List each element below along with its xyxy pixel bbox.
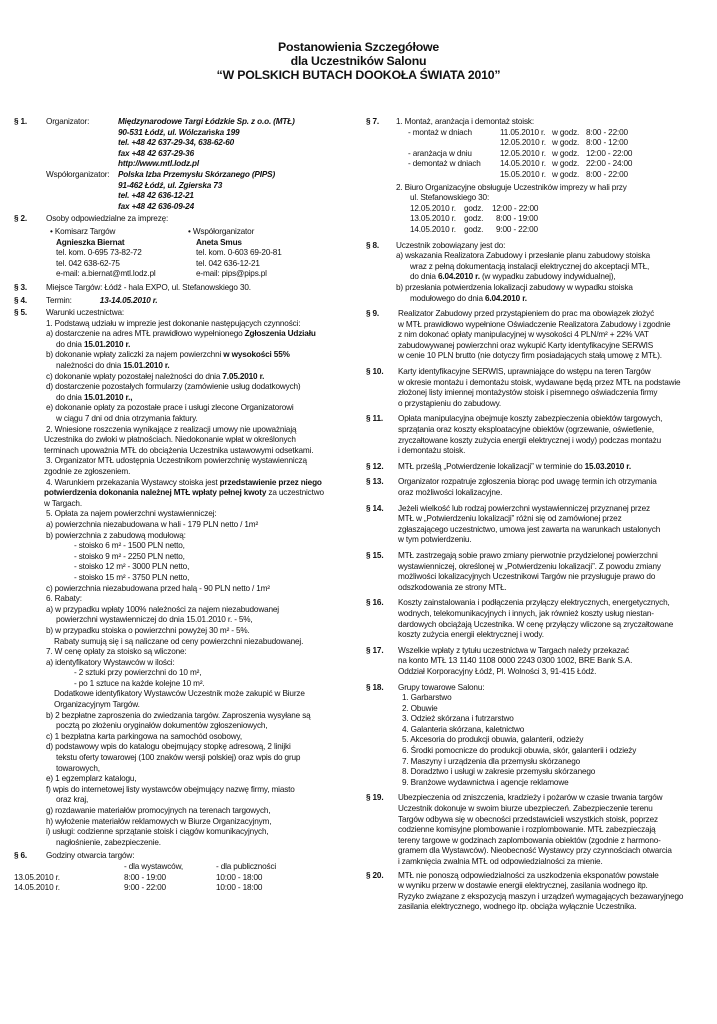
list-item: 7. Maszyny i urządzenia dla przemysłu skórzanego	[402, 756, 581, 766]
co-organizer-label: Współorganizator:	[46, 169, 110, 179]
section-10	[366, 367, 708, 409]
paragraph-line: MTŁ zastrzegają sobie prawo zmiany pierwotnie przydzielonej powierzchni	[398, 550, 658, 560]
paragraph-line: codzienne komisyjne plombowanie i rozplombowanie. MTŁ zabezpieczają	[398, 825, 656, 835]
included-line: Organizacyjnym Targów.	[54, 700, 140, 710]
table-row	[408, 138, 632, 149]
organizer-line: Międzynarodowe Targi Łódzkie Sp. z o.o. (MTŁ)	[118, 117, 295, 126]
condition-text: 4. Warunkiem przekazania Wystawcy stoiska jest	[46, 477, 220, 487]
condition-line: w Targach.	[44, 498, 82, 508]
contact-right	[188, 227, 330, 280]
section-number: § 17.	[366, 645, 384, 655]
section-1	[14, 117, 359, 212]
table-row	[408, 149, 632, 160]
condition-date: 15.01.2010 r.,	[83, 392, 133, 402]
paragraph-line: na konto MTŁ 13 1140 1108 0000 2243 0300 1002, BRE Bank S.A.	[398, 656, 633, 666]
contact-mobile: tel. kom. 0-603 69-20-81	[196, 248, 282, 258]
table-row	[408, 159, 632, 170]
section-number: § 13.	[366, 477, 384, 487]
condition-line: 6. Rabaty:	[46, 594, 82, 604]
co-organizer-line: tel. +48 42 636-12-21	[118, 191, 194, 201]
section-14	[366, 504, 708, 546]
setup-hours: 8:00 - 22:00	[586, 169, 628, 179]
condition-emph: potwierdzenia dokonania należnej MTŁ wpłaty pełnej kwoty	[44, 488, 267, 498]
office-hours-table	[410, 204, 538, 236]
contact-name: Aneta Smus	[196, 237, 242, 247]
table-row	[408, 128, 632, 139]
setup-hours-label: w godz.	[552, 159, 580, 169]
condition-date: 15.01.2010 r.	[83, 339, 131, 349]
paragraph-line: oraz możliwości lokalizacyjne.	[398, 488, 503, 497]
date-value: 13-14.05.2010 r.	[99, 295, 158, 305]
included-line: b) 2 bezpłatne zaproszenia do zwiedzania targów. Zaproszenia wysyłane są	[46, 710, 311, 720]
included-line: tekstu oferty towarowej (100 znaków wersji polskiej) oraz wpis do grup	[56, 753, 301, 763]
paragraph-line: i demontażu stoisk.	[398, 446, 466, 456]
office-hours: 9:00 - 22:00	[496, 224, 538, 234]
included-line: nagłośnienie, zabezpieczenie.	[56, 837, 161, 847]
section-9	[366, 309, 708, 362]
discount-line: powierzchni wystawienniczej do dnia 15.01.2010 r. - 5%,	[56, 615, 253, 625]
obligation-line: b) przesłania potwierdzenia lokalizacji zabudowy w wypadku stoiska	[396, 282, 633, 292]
table-row	[408, 170, 632, 181]
contact-role: • Współorganizator	[188, 226, 255, 236]
section-number: § 2.	[14, 214, 28, 224]
section-number: § 6.	[14, 851, 28, 861]
condition-text: do dnia	[56, 339, 84, 349]
office-hours: 8:00 - 19:00	[496, 214, 538, 224]
title-line-2: dla Uczestników Salonu	[290, 54, 427, 68]
contact-name: Agnieszka Biernat	[56, 237, 125, 247]
paragraph-line: w okresie montażu i demontażu stoisk, wydawane będą przez MTŁ na podstawie	[398, 377, 681, 387]
hours-public: 10:00 - 18:00	[216, 883, 263, 893]
setup-hours-label: w godz.	[552, 138, 580, 148]
paragraph-line: wystawienniczej, określonej w „Potwierdzeniu lokalizacji”. Z powodu zmiany	[398, 561, 661, 571]
condition-line: 7. W cenę opłaty za stoisko są wliczone:	[46, 647, 187, 657]
venue-text: Miejsce Targów: Łódź - hala EXPO, ul. Stefanowskiego 30.	[46, 282, 251, 292]
office-date: 12.05.2010 r.	[410, 203, 456, 213]
section-number: § 18.	[366, 682, 384, 692]
paragraph-line: w tym potwierdzeniu.	[398, 535, 472, 545]
condition-text: za uczestnictwo	[266, 488, 324, 498]
condition-emph: przedstawienie przez niego	[219, 477, 322, 487]
condition-text: w ciągu 7 dni od dnia otrzymania faktury.	[56, 414, 198, 424]
co-organizer-line: fax +48 42 636-09-24	[118, 201, 194, 211]
condition-emph: w wysokości 55%	[223, 350, 290, 360]
section-7	[366, 117, 708, 236]
paragraph-text: MTŁ prześlą „Potwierdzenie lokalizacji” w terminie do	[398, 461, 585, 471]
section-11	[366, 414, 708, 456]
included-line: c) 1 bezpłatna karta parkingowa na samochód osobowy,	[46, 731, 242, 741]
condition-text: c) dokonanie wpłaty pozostałej należności do dnia	[46, 371, 223, 381]
section-18	[366, 683, 708, 789]
contact-phone: tel. 042 636-12-21	[196, 258, 260, 268]
setup-hours: 8:00 - 22:00	[586, 127, 628, 137]
condition-text: do dnia	[56, 392, 84, 402]
section-3	[14, 283, 359, 294]
discount-line: b) w przypadku stoiska o powierzchni powyżej 30 m² - 5%.	[46, 625, 250, 635]
obligation-line: a) wskazania Realizatora Zabudowy i przesłanie planu zabudowy stoiska	[396, 251, 651, 261]
right-column	[366, 117, 708, 913]
table-row	[14, 873, 276, 884]
list-item: 2. Obuwie	[402, 703, 438, 713]
section-8	[366, 241, 708, 305]
left-column	[14, 117, 359, 894]
paragraph-line: Uczestnik dokonuje w swoim biurze ubezpieczeń. Zabezpieczenie terenu	[398, 804, 653, 814]
included-line: f) wpis do internetowej listy wystawców obejmujący nazwę firmy, miasto	[46, 784, 295, 794]
section-20	[366, 871, 708, 913]
opening-hours-intro: Godziny otwarcia targów:	[46, 851, 135, 861]
section-number: § 16.	[366, 598, 384, 608]
section-5	[14, 308, 359, 848]
condition-line: Uczestnika do zwłoki w płatnościach. Niedokonanie wpłat w określonych	[44, 435, 296, 445]
table-row	[410, 204, 538, 215]
title-line-1: Postanowienia Szczegółowe	[277, 40, 440, 54]
organizer-label: Organizator:	[46, 117, 90, 126]
list-item: 4. Galanteria skórzana, kaletnictwo	[402, 724, 525, 734]
office-line: 2. Biuro Organizacyjne obsługuje Uczestników imprezy w hali przy	[396, 182, 627, 192]
section-number: § 12.	[366, 461, 384, 471]
paragraph-line: Opłata manipulacyjna obejmuje koszty zabezpieczenia obiektów targowych,	[398, 414, 663, 424]
paragraph-line: zryczałtowane koszty zużycia energii elektrycznej i wody) podczas montażu	[398, 435, 661, 445]
contacts-intro: Osoby odpowiedzialne za imprezę:	[46, 214, 169, 224]
obligation-date: 6.04.2010 r.	[437, 272, 480, 282]
fee-line: c) powierzchnia niezabudowana przed halą - 90 PLN netto / 1m²	[46, 583, 270, 593]
obligation-text: do dnia	[410, 272, 438, 282]
obligation-text: (w wypadku zabudowy indywidualnej),	[479, 272, 616, 282]
paragraph-line: i zamknięcia zwalnia MTŁ od odpowiedzialności za mienie.	[398, 857, 603, 866]
section-13	[366, 477, 708, 498]
list-item: 9. Branżowe wydawnictwa i agencje reklamowe	[402, 777, 569, 787]
co-organizer-details	[118, 170, 275, 212]
paragraph-line: o przystąpieniu do zabudowy.	[398, 398, 502, 408]
section-6	[14, 851, 359, 893]
setup-label: - aranżacja w dniu	[408, 148, 472, 158]
included-line: e) 1 egzemplarz katalogu,	[46, 774, 137, 784]
paragraph-line: koszty zużycia energii elektrycznej i wody.	[398, 630, 544, 640]
organizer-line: fax +48 42 637-29-36	[118, 148, 194, 158]
contact-email: e-mail: pips@pips.pl	[196, 269, 267, 279]
condition-line: 3. Organizator MTŁ udostępnia Uczestnikom powierzchnię wystawienniczą	[46, 456, 307, 466]
section-16	[366, 598, 708, 640]
paragraph-line: zasilania elektrycznego, wodnego itp. obciąża wyłącznie Uczestnika.	[398, 902, 637, 912]
setup-hours: 12:00 - 22:00	[586, 148, 633, 158]
list-item: 1. Garbarstwo	[402, 693, 452, 703]
section-number: § 1.	[14, 117, 28, 126]
hours-date: 13.05.2010 r.	[14, 872, 60, 882]
paragraph-line: Organizator rozpatruje zgłoszenia biorąc pod uwagę termin ich otrzymania	[398, 477, 657, 487]
obligations-intro: Uczestnik zobowiązany jest do:	[396, 240, 506, 250]
obligation-date: 6.04.2010 r.	[485, 293, 527, 303]
co-organizer-line: Polska Izba Przemysłu Skórzanego (PIPS)	[118, 169, 276, 179]
section-number: § 5.	[14, 308, 28, 318]
setup-hours: 22:00 - 24:00	[586, 159, 633, 169]
discount-line: Rabaty sumują się i są naliczane od ceny powierzchni niezabudowanej.	[54, 636, 304, 646]
title-line-3: “W POLSKICH BUTACH DOOKOŁA ŚWIATA 2010”	[216, 68, 501, 82]
section-number: § 15.	[366, 550, 384, 560]
section-number: § 4.	[14, 295, 28, 305]
setup-label	[408, 138, 500, 149]
section-4	[14, 296, 359, 307]
stand-fee: - stoisko 9 m² - 2250 PLN netto,	[74, 551, 185, 561]
date-label: Termin:	[46, 295, 72, 305]
section-number: § 11.	[366, 414, 384, 424]
organizer-line: http://www.mtl.lodz.pl	[118, 159, 199, 169]
office-date: 14.05.2010 r.	[410, 224, 456, 234]
setup-label	[408, 170, 500, 181]
paragraph-line: odszkodowania ze strony MTŁ.	[398, 582, 507, 592]
col-public: - dla publiczności	[216, 861, 277, 871]
condition-emph: Zgłoszenia Udziału	[244, 329, 316, 339]
hours-exhibitors: 8:00 - 19:00	[124, 872, 166, 882]
included-line: towarowych,	[56, 763, 100, 773]
table-row	[14, 883, 276, 894]
paragraph-line: Ubezpieczenia od zniszczenia, kradzieży i pożarów w czasie trwania targów	[398, 793, 663, 803]
organizer-details	[118, 117, 295, 170]
included-line: g) rozdawanie materiałów promocyjnych na terenach targowych,	[46, 806, 271, 815]
section-2	[14, 214, 359, 280]
included-line: d) podstawowy wpis do katalogu obejmujący stopkę adresową, 2 linijki	[46, 742, 291, 752]
included-line: Dodatkowe identyfikatory Wystawców Uczestnik może zakupić w Biurze	[54, 689, 305, 699]
contact-left	[46, 227, 188, 280]
section-number: § 9.	[366, 309, 380, 319]
list-item: 6. Środki pomocnicze do produkcji obuwia, skór, galanterii i odzieży	[402, 746, 637, 756]
paragraph-line: zgłaszającego uczestnictwo, umowa jest zawarta na warunkach ustalonych	[398, 524, 661, 534]
setup-hours-label: w godz.	[552, 127, 580, 137]
paragraph-line: dardowych obciążają Uczestnika. W cenę przyłączy wliczone są zryczałtowane	[398, 619, 674, 629]
paragraph-line: złożonej listy imiennej montażystów stoisk i pisemnego oświadczenia firmy	[398, 388, 658, 398]
condition-text: należności do dnia	[56, 361, 124, 371]
included-line: - po 1 sztuce na każde kolejne 10 m².	[74, 678, 205, 688]
section-number: § 7.	[366, 117, 380, 126]
paragraph-line: zabudowywanej powierzchni oraz wykupić Karty identyfikacyjne SERWIS	[398, 340, 654, 350]
product-groups-intro: Grupy towarowe Salonu:	[398, 682, 485, 692]
section-number: § 19.	[366, 793, 384, 803]
condition-text: a) dostarczenie na adres MTŁ prawidłowo wypełnionego	[46, 329, 245, 339]
condition-date: 15.01.2010 r.	[123, 361, 170, 371]
paragraph-line: w MTŁ prawidłowo wypełnione Oświadczenie Realizatora Zabudowy i zgodnie	[398, 319, 671, 329]
paragraph-line: z nim dokonać opłaty manipulacyjnej w wysokości 4 PLN/m² + 22% VAT	[398, 330, 649, 340]
setup-date: 15.05.2010 r.	[500, 169, 546, 179]
obligation-line: wraz z pełną dokumentacją instalacji elektrycznej do akceptacji MTŁ,	[410, 261, 650, 271]
setup-hours-label: w godz.	[552, 148, 580, 158]
included-line: oraz kraj,	[56, 795, 89, 805]
section-19	[366, 793, 708, 867]
obligation-text: modułowego do dnia	[410, 293, 485, 303]
setup-label: - demontaż w dniach	[408, 159, 481, 169]
paragraph-line: Realizator Zabudowy przed przystąpieniem do prac ma obowiązek złożyć	[398, 309, 655, 319]
contact-phone: tel. 042 638-62-75	[56, 258, 120, 268]
list-item: 8. Doradztwo i usługi w zakresie przemysłu skórzanego	[402, 767, 596, 777]
hours-public: 10:00 - 18:00	[216, 872, 263, 882]
conditions-intro: Warunki uczestnictwa:	[46, 308, 124, 318]
included-line: - 2 sztuki przy powierzchni do 10 m²,	[74, 668, 202, 678]
section-number: § 14.	[366, 503, 384, 513]
condition-line: 1. Podstawą udziału w imprezie jest dokonanie następujących czynności:	[46, 318, 301, 328]
organizer-line: tel. +48 42 637-29-34, 638-62-60	[118, 138, 235, 148]
condition-line: terminach upoważnia MTŁ do obciążenia Uczestnika ustawowymi odsetkami.	[44, 445, 314, 455]
table-row	[410, 225, 538, 236]
included-line: pocztą po złożeniu oryginałów dokumentów zgłoszeniowych,	[56, 721, 268, 731]
discount-line: a) w przypadku wpłaty 100% należności za najem niezabudowanej	[46, 604, 279, 614]
list-item: 3. Odzież skórzana i futrzarstwo	[402, 714, 514, 724]
setup-hours: 8:00 - 12:00	[586, 138, 628, 148]
hours-exhibitors: 9:00 - 22:00	[124, 883, 166, 893]
office-date: 13.05.2010 r.	[410, 214, 456, 224]
condition-line: zgodnie ze zgłoszeniem.	[44, 467, 131, 476]
setup-table	[408, 128, 632, 181]
paragraph-line: MTŁ w „Potwierdzeniu lokalizacji” różni się od zamówionej przez	[398, 514, 622, 524]
paragraph-line: gramem dla Wystawców). Nieobecność Wystawcy przy czynnościach otwarcia	[398, 846, 672, 856]
setup-date: 14.05.2010 r.	[500, 159, 546, 169]
condition-text: d) dostarczenie pozostałych formularzy (zamówienie usług dodatkowych)	[46, 382, 301, 392]
condition-text: b) dokonanie wpłaty zaliczki za najem powierzchni	[46, 350, 224, 360]
setup-hours-label: w godz.	[552, 169, 580, 179]
section-17	[366, 646, 708, 678]
paragraph-line: Targów odbywa się w obecności przedstawicieli wszystkich stoisk, poprzez	[398, 814, 658, 824]
section-15	[366, 551, 708, 593]
opening-hours-table	[14, 862, 276, 894]
paragraph-line: w wyniku przerw w dostawie energii elektrycznej, zasilania wodnego itp.	[398, 881, 648, 891]
hours-date: 14.05.2010 r.	[14, 883, 60, 893]
list-item: 5. Akcesoria do produkcji obuwia, galanterii, odzieży	[402, 735, 584, 745]
fee-line: b) powierzchnia z zabudową modułową:	[46, 530, 186, 540]
section-number: § 8.	[366, 240, 380, 250]
paragraph-line: możliwości lokalizacyjnych Uczestnikowi Targów nie przysługuje prawo do	[398, 572, 656, 582]
paragraph-line: Ryzyko związane z ekspozycją maszyn i urządzeń wymagających bezawaryjnego	[398, 891, 684, 901]
paragraph-line: wodnych, telekomunikacyjnych i innych, jak również koszty usług niestan-	[398, 608, 654, 618]
included-line: h) wyłożenie materiałów reklamowych w Biurze Organizacyjnym,	[46, 816, 272, 826]
stand-fee: - stoisko 6 m² - 1500 PLN netto,	[74, 541, 185, 551]
section-number: § 3.	[14, 282, 28, 292]
paragraph-line: w cenie 10 PLN brutto (nie dotyczy firm posiadających stałą umowę z MTŁ).	[398, 351, 662, 361]
section-number: § 10.	[366, 367, 384, 377]
setup-intro: 1. Montaż, aranżacja i demontaż stoisk:	[396, 117, 534, 126]
paragraph-line: Koszty zainstalowania i podłączenia przyłączy elektrycznych, energetycznych,	[398, 598, 670, 608]
office-hours-label: godz.	[464, 224, 484, 234]
stand-fee: - stoisko 15 m² - 3750 PLN netto,	[74, 572, 190, 582]
condition-line: 5. Opłata za najem powierzchni wystawienniczej:	[46, 509, 217, 519]
paragraph-line: Wszelkie wpłaty z tytułu uczestnictwa w Targach należy przekazać	[398, 645, 629, 655]
fee-line: a) powierzchnia niezabudowana w hali - 179 PLN netto / 1m²	[46, 519, 259, 529]
setup-date: 11.05.2010 r.	[500, 127, 546, 137]
setup-date: 12.05.2010 r.	[500, 138, 546, 148]
contact-mobile: tel. kom. 0-695 73-82-72	[56, 248, 142, 258]
paragraph-line: Oddział Korporacyjny Łódź, Pl. Wolności 3, 91-415 Łódź.	[398, 666, 597, 676]
organizer-line: 90-531 Łódź, ul. Wólczańska 199	[118, 127, 240, 137]
paragraph-line: Karty identyfikacyjne SERWIS, uprawniające do wstępu na teren Targów	[398, 367, 651, 377]
table-row	[410, 214, 538, 225]
office-hours-label: godz.	[464, 203, 484, 213]
contact-role: • Komisarz Targów	[50, 226, 116, 236]
office-line: ul. Stefanowskiego 30:	[410, 193, 490, 203]
section-number: § 20.	[366, 870, 384, 880]
paragraph-date: 15.03.2010 r.	[584, 461, 631, 471]
co-organizer-line: 91-462 Łódź, ul. Zgierska 73	[118, 180, 223, 190]
office-hours-label: godz.	[464, 214, 484, 224]
condition-line: 2. Wniesione roszczenia wynikające z realizacji umowy nie upoważniają	[46, 424, 297, 434]
setup-label: - montaż w dniach	[408, 127, 472, 137]
included-line: a) identyfikatory Wystawców w ilości:	[46, 657, 175, 667]
paragraph-line: Jeżeli wielkość lub rodzaj powierzchni wystawienniczej przyznanej przez	[398, 503, 650, 513]
office-hours: 12:00 - 22:00	[492, 203, 539, 213]
condition-date: 7.05.2010 r.	[222, 371, 265, 381]
stand-fee: - stoisko 12 m² - 3000 PLN netto,	[74, 562, 190, 572]
col-exhibitors: - dla wystawców,	[124, 861, 184, 871]
contact-email: e-mail: a.biernat@mtl.lodz.pl	[56, 269, 156, 279]
condition-text: e) dokonanie opłaty za pozostałe prace i usługi zlecone Organizatorowi	[46, 403, 294, 413]
section-12	[366, 462, 708, 473]
setup-date: 12.05.2010 r.	[500, 148, 546, 158]
paragraph-line: tereny targowe w godzinach zaplombowania obiektów (zgodnie z harmono-	[398, 835, 661, 845]
included-line: i) usługi: codzienne sprzątanie stoisk i ciągów komunikacyjnych,	[46, 827, 269, 837]
paragraph-line: sprzątania oraz koszty eksploatacyjne obiektów (ogrzewanie, oświetlenie,	[398, 425, 654, 435]
paragraph-line: MTŁ nie ponoszą odpowiedzialności za uszkodzenia eksponatów powstałe	[398, 870, 659, 880]
